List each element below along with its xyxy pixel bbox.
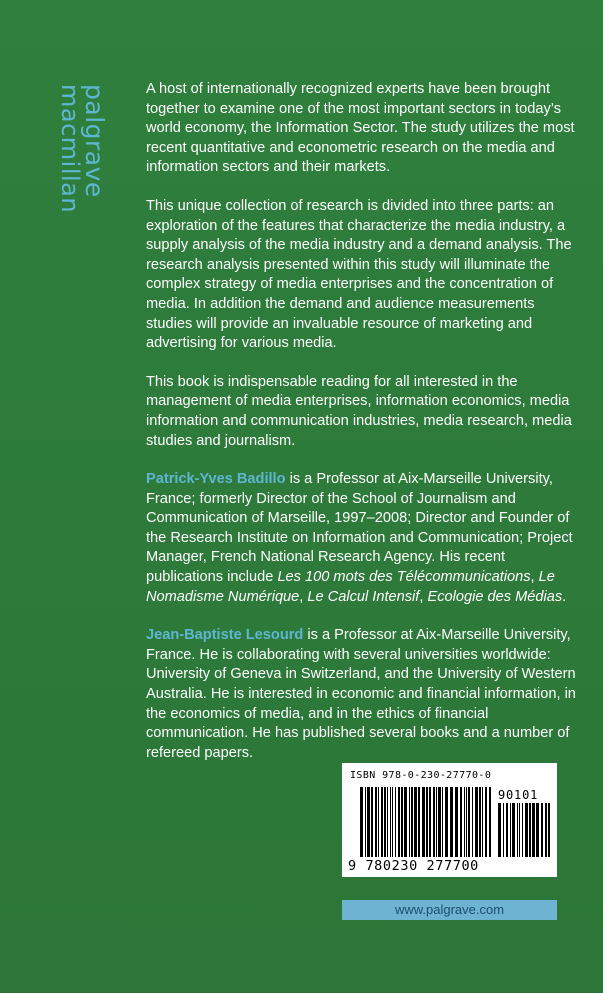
price-code: 90101 [498,788,539,802]
website-url[interactable]: www.palgrave.com [342,900,557,920]
separator: , [530,569,539,586]
author-bio-1 [146,470,576,607]
publication-title-4: Ecologie des Médias [427,588,563,605]
blurb-paragraph-1: A host of internationally recognized experts have been brought together to examine one of the most important sectors in today’s world economy, the Information Sector. The study utilizes the most recent quantitative and econometric research on the media and information sectors and their markets. [146,81,575,176]
blurb-text [146,80,576,782]
logo-line-macmillan: macmillan [56,84,84,214]
logo-line-palgrave: palgrave [80,84,109,198]
separator: , [419,588,428,605]
author-bio-2 [146,626,576,763]
isbn-label: ISBN 978-0-230-27770-0 [350,770,492,781]
barcode-bars-icon [360,787,492,857]
ean-digits: 9 780230 277700 [348,858,479,874]
isbn-barcode [342,763,557,877]
blurb-paragraph-3: This book is indispensable reading for all interested in the management of media enterprises, information economics, media information and communication industries, media research, media studies and journalism. [146,373,572,449]
barcode-addon-bars-icon [498,803,550,857]
publication-title-2: Le Nomadisme Numérique [146,569,555,605]
author-name-2: Jean-Baptiste Lesourd [146,627,304,644]
publisher-logo [52,84,112,224]
publication-title-3: Le Calcul Intensif [307,588,420,605]
blurb-paragraph-2: This unique collection of research is divided into three parts: an exploration of the features that characterize the media industry, a supply analysis of the media industry and a demand analysis. The research analysis presented within this study will illuminate the complex strategy of media enterprises and the concentration of media. In addition the demand and audience measurements studies will provide an invaluable resource of marketing and advertising for various media. [146,197,572,352]
period: . [562,588,567,605]
author-bio-2-text: is a Professor at Aix-Marseille University, France. He is collaborating with several universities worldwide: University of Geneva in Switzerland, and the University of Western Australia. He is interested in economic and financial information, in the economics of media, and in the ethics of financial communication. He has published several books and a number of refereed papers. [146,627,576,761]
author-name-1: Patrick-Yves Badillo [146,471,286,488]
author-bio-1-text: is a Professor at Aix-Marseille University, France; formerly Director of the School of Journalism and Communication of Marseille, 1997–2008; Director and Founder of the Research Institute on Information and Communication; Project Manager, French National Research Agency. His recent publications include [146,471,573,586]
separator: , [299,588,308,605]
publication-title-1: Les 100 mots des Télécommunications [277,569,531,586]
